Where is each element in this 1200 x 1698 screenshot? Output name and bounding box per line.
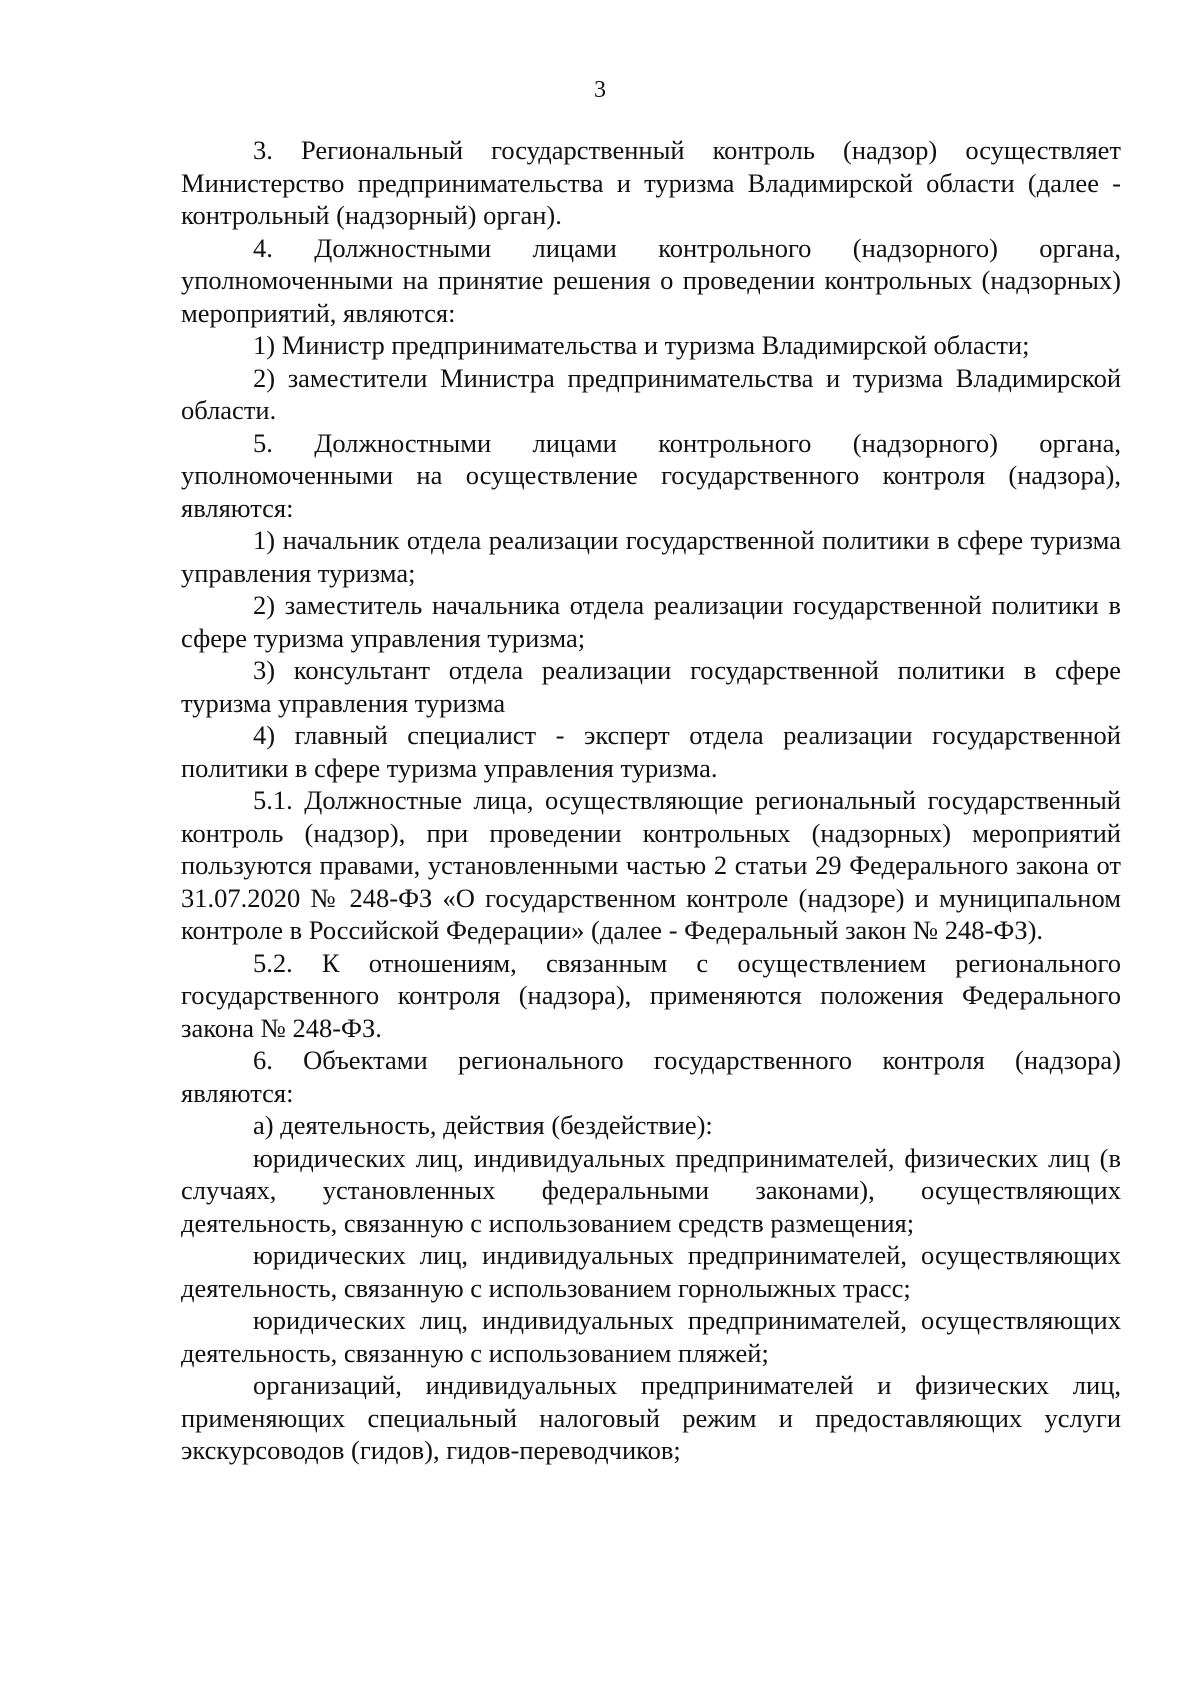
paragraph-5-item-1: 1) начальник отдела реализации государственной политики в сфере туризма управления туризма; [181, 525, 1121, 588]
paragraph-4: 4. Должностными лицами контрольного (надзорного) органа, уполномоченными на принятие решения о проведении контрольных (надзорных) мероприятий, являются: [181, 232, 1121, 328]
page-number: 3 [594, 77, 606, 103]
paragraph-3: 3. Региональный государственный контроль (надзор) осуществляет Министерство предпринимательства и туризма Владимирской области (далее - контрольный (надзорный) орган). [181, 135, 1121, 230]
paragraph-6-a-item-4: организаций, индивидуальных предпринимателей и физических лиц, применяющих специальный налоговый режим и предоставляющих услуги экскурсоводов (гидов), гидов-переводчиков; [181, 1370, 1121, 1465]
paragraph-6-a-item-3: юридических лиц, индивидуальных предпринимателей, осуществляющих деятельность, связанную с использованием пляжей; [181, 1305, 1121, 1368]
paragraph-5-item-2: 2) заместитель начальника отдела реализации государственной политики в сфере туризма управления туризма; [181, 590, 1121, 653]
paragraph-5-1: 5.1. Должностные лица, осуществляющие региональный государственный контроль (надзор), при проведении контрольных (надзорных) мероприятий пользуются правами, установленными частью 2 статьи 29 Федерального закона от 31.07.2020 № 248-ФЗ «О государственном контроле (надзоре) и муниципальном контроле в Российской Федерации» (далее - Федеральный закон № 248-ФЗ). [181, 785, 1121, 945]
paragraph-5-2: 5.2. К отношениям, связанным с осуществлением регионального государственного контроля (надзора), применяются положения Федерального закона № 248-ФЗ. [181, 947, 1121, 1043]
document-body [181, 134, 1121, 1467]
paragraph-6-a-item-1: юридических лиц, индивидуальных предпринимателей, физических лиц (в случаях, установленных федеральными законами), осуществляющих деятельность, связанную с использованием средств размещения; [181, 1142, 1121, 1238]
paragraph-6: 6. Объектами регионального государственного контроля (надзора) являются: [181, 1045, 1121, 1108]
paragraph-5: 5. Должностными лицами контрольного (надзорного) органа, уполномоченными на осуществление государственного контроля (надзора), являются: [181, 427, 1121, 523]
paragraph-6-a: а) деятельность, действия (бездействие): [253, 1110, 713, 1140]
paragraph-6-a-item-2: юридических лиц, индивидуальных предпринимателей, осуществляющих деятельность, связанную с использованием горнолыжных трасс; [181, 1240, 1121, 1303]
paragraph-4-item-1: 1) Министр предпринимательства и туризма Владимирской области; [253, 330, 1030, 360]
paragraph-4-item-2: 2) заместители Министра предпринимательства и туризма Владимирской области. [181, 362, 1121, 425]
paragraph-5-item-3: 3) консультант отдела реализации государственной политики в сфере туризма управления туризма [181, 655, 1121, 718]
paragraph-5-item-4: 4) главный специалист - эксперт отдела реализации государственной политики в сфере туризма управления туризма. [181, 720, 1121, 783]
